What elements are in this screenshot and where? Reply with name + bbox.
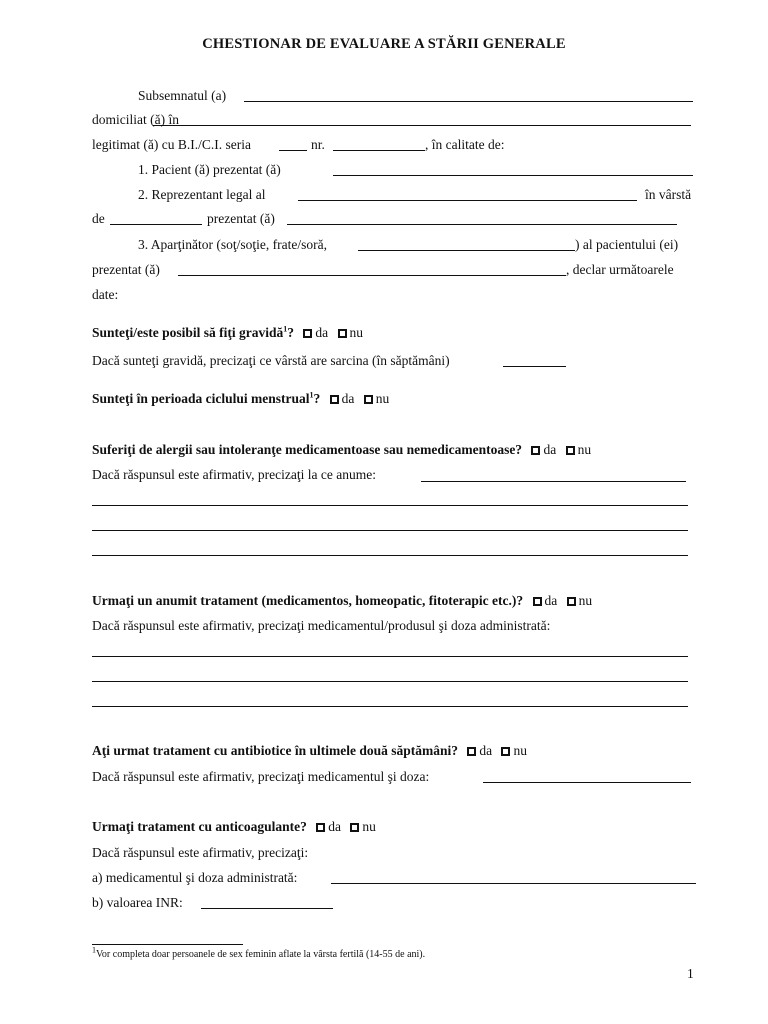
q6-a-label: a) medicamentul şi doza administrată: [92, 870, 298, 885]
q6-b-field[interactable] [201, 908, 333, 909]
q1-nu-checkbox[interactable] [338, 329, 347, 338]
q5-da-label: da [479, 743, 493, 758]
q5-label: Aţi urmat tratament cu antibiotice în ultimele două săptămâni? [92, 743, 458, 758]
q4-nu-checkbox[interactable] [567, 597, 576, 606]
footnote-separator [92, 944, 243, 945]
q4-da-label: da [544, 593, 558, 608]
q2-da-label: da [341, 391, 355, 406]
footnote-text: Vor completa doar persoanele de sex feminin aflate la vârsta fertilă (14-55 de ani). [96, 949, 426, 960]
q1-da-checkbox[interactable] [303, 329, 312, 338]
in-varsta-label: în vârstă [645, 187, 692, 202]
q4-nu-label: nu [578, 593, 593, 608]
date-label: date: [92, 287, 119, 302]
q3-nu-label: nu [577, 442, 592, 457]
domiciliat-field[interactable] [153, 125, 691, 126]
legitimat-label: legitimat (ă) cu B.I./C.I. seria [92, 137, 251, 152]
prezentat-label: prezentat (ă) [207, 211, 275, 226]
q1-qmark: ? [287, 325, 295, 340]
al-pacientului-label: ) al pacientului (ei) [575, 237, 679, 252]
q2-row [92, 391, 389, 407]
q2-nu-label: nu [375, 391, 390, 406]
q6-da-checkbox[interactable] [316, 823, 325, 832]
q2-footnote-mark: 1 [309, 390, 314, 400]
q6-nu-checkbox[interactable] [350, 823, 359, 832]
q3-da-checkbox[interactable] [531, 446, 540, 455]
nr-label: nr. [311, 137, 325, 152]
q1-nu-label: nu [349, 325, 364, 340]
q6-row [92, 819, 376, 835]
prezentat2-label: prezentat (ă) [92, 262, 160, 277]
q1-follow-label: Dacă sunteţi gravidă, precizaţi ce vârstă are sarcina (în săptămâni) [92, 353, 450, 368]
de-label: de [92, 211, 105, 226]
q5-da-checkbox[interactable] [467, 747, 476, 756]
q3-da-label: da [543, 442, 557, 457]
q4-row [92, 593, 592, 609]
domiciliat-label: domiciliat (ă) în [92, 112, 179, 127]
q5-detail-field[interactable] [483, 782, 691, 783]
q4-da-checkbox[interactable] [533, 597, 542, 606]
q5-nu-label: nu [513, 743, 527, 758]
q4-follow-label: Dacă răspunsul este afirmativ, precizaţi medicamentul/produsul şi doza administrată: [92, 618, 551, 633]
apartinator-label: 3. Aparţinător (soţ/soţie, frate/soră, [138, 237, 327, 252]
apartinator-prezentat-field[interactable] [178, 275, 566, 276]
q4-detail-line-2[interactable] [92, 681, 688, 682]
q3-detail-line-3[interactable] [92, 555, 688, 556]
q3-follow-label: Dacă răspunsul este afirmativ, precizaţi la ce anume: [92, 467, 376, 482]
pacient-field[interactable] [333, 175, 693, 176]
q1-footnote-mark: 1 [283, 324, 288, 334]
page-number: 1 [687, 966, 694, 981]
q5-row [92, 743, 527, 759]
subsemnatul-field[interactable] [244, 101, 693, 102]
q4-label: Urmaţi un anumit tratament (medicamentos, homeopatic, fitoterapic etc.)? [92, 593, 524, 608]
reprezentant-prezentat-field[interactable] [287, 224, 677, 225]
q6-nu-label: nu [362, 819, 376, 834]
declar-label: , declar următoarele [566, 262, 674, 277]
q6-da-label: da [328, 819, 341, 834]
q5-nu-checkbox[interactable] [501, 747, 510, 756]
q3-detail-field[interactable] [421, 481, 686, 482]
calitate-label: , în calitate de: [425, 137, 505, 152]
q4-detail-line-1[interactable] [92, 656, 688, 657]
subsemnatul-label: Subsemnatul (a) [138, 88, 227, 103]
q3-detail-line-1[interactable] [92, 505, 688, 506]
seria-field[interactable] [279, 150, 307, 151]
q1-row [92, 325, 363, 341]
q1-saptamani-field[interactable] [503, 366, 566, 367]
pacient-label: 1. Pacient (ă) prezentat (ă) [138, 162, 281, 177]
q2-nu-checkbox[interactable] [364, 395, 373, 404]
nr-field[interactable] [333, 150, 425, 151]
footnote-mark: 1 [92, 945, 96, 955]
apartinator-relatie-field[interactable] [358, 250, 575, 251]
q3-row [92, 442, 591, 458]
q6-b-label: b) valoarea INR: [92, 895, 183, 910]
q3-detail-line-2[interactable] [92, 530, 688, 531]
q5-follow-label: Dacă răspunsul este afirmativ, precizaţi medicamentul şi doza: [92, 769, 430, 784]
page-title: CHESTIONAR DE EVALUARE A STĂRII GENERALE [202, 36, 566, 52]
q2-qmark: ? [313, 391, 321, 406]
reprezentant-field[interactable] [298, 200, 637, 201]
q6-label: Urmaţi tratament cu anticoagulante? [92, 819, 307, 834]
q3-label: Suferiţi de alergii sau intoleranţe medicamentoase sau nemedicamentoase? [92, 442, 523, 457]
q6-a-field[interactable] [331, 883, 696, 884]
q1-da-label: da [315, 325, 329, 340]
q3-nu-checkbox[interactable] [566, 446, 575, 455]
reprezentant-label: 2. Reprezentant legal al [138, 187, 266, 202]
q2-da-checkbox[interactable] [330, 395, 339, 404]
q6-follow-label: Dacă răspunsul este afirmativ, precizaţi: [92, 845, 309, 860]
footnote [92, 945, 426, 960]
q2-label: Sunteţi în perioada ciclului menstrual [92, 391, 310, 406]
varsta-field[interactable] [110, 224, 202, 225]
q4-detail-line-3[interactable] [92, 706, 688, 707]
q1-label: Sunteţi/este posibil să fiţi gravidă [92, 325, 284, 340]
